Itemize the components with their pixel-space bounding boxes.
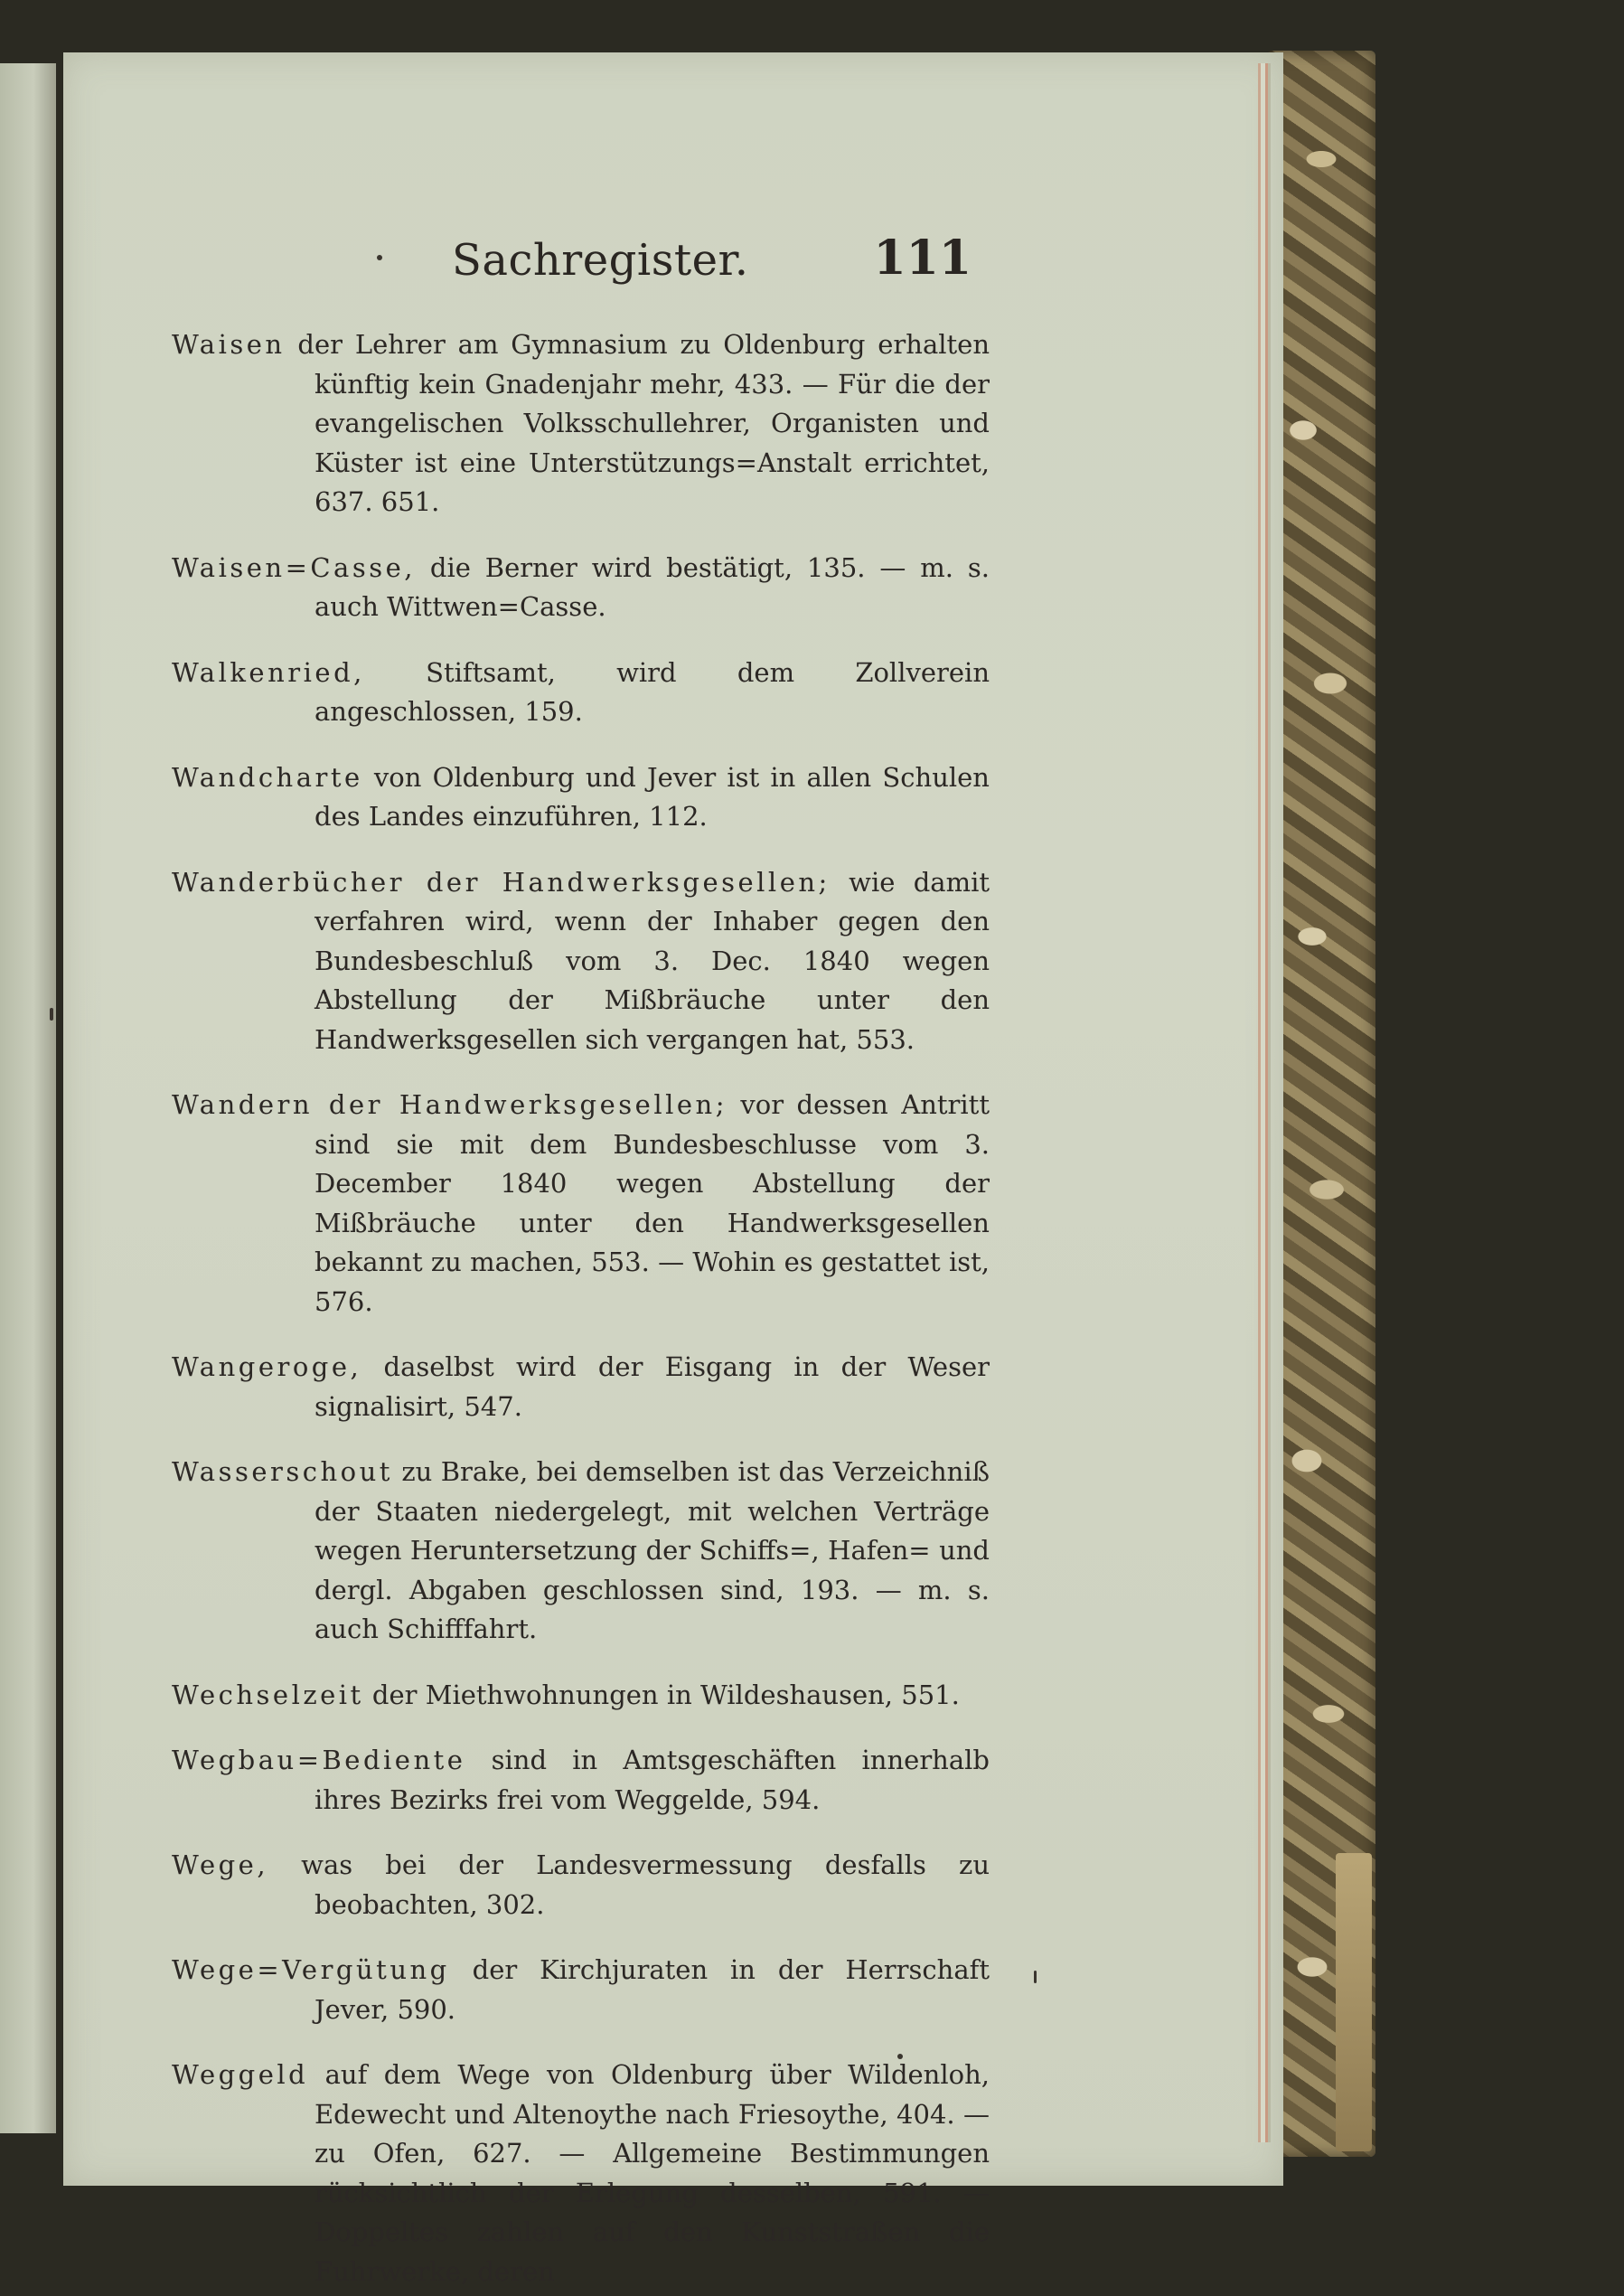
- index-entry: [172, 1846, 990, 1924]
- ink-speck: [897, 2054, 903, 2059]
- page-number: 111: [873, 231, 972, 286]
- entry-text: daselbst wird der Eisgang in der Weser signalisirt, 547.: [314, 1351, 990, 1422]
- entry-headword: Wangeroge,: [172, 1351, 362, 1382]
- entry-text: von Oldenburg und Jever ist in allen Schulen des Landes einzuführen, 112.: [314, 761, 990, 832]
- entry-text: der Miethwohnungen in Wildeshausen, 551.: [363, 1679, 960, 1710]
- entry-headword: Wanderbücher der Handwerksgesellen;: [172, 866, 831, 898]
- entry-headword: Wasserschout: [172, 1456, 393, 1487]
- entry-headword: Wege,: [172, 1849, 269, 1880]
- entry-text: Stiftsamt, wird dem Zollverein angeschlossen, 159.: [314, 656, 990, 727]
- ink-speck: [1034, 1971, 1037, 1983]
- entry-headword: Weggeld: [172, 2059, 309, 2090]
- ink-speck: [50, 1008, 53, 1021]
- index-entry: [172, 1676, 990, 1716]
- index-entry: [172, 1951, 990, 2029]
- index-entry: [172, 1086, 990, 1322]
- index-entry: [172, 758, 990, 837]
- entry-headword: Wegbau=Bediente: [172, 1745, 466, 1775]
- entry-text: vor dessen Antritt sind sie mit dem Bundesbeschlusse vom 3. December 1840 wegen Abstellung der Mißbräuche unter den Handwerksgesellen bekannt zu machen, 553. — Wohin es gestattet ist, 576.: [314, 1089, 990, 1317]
- entry-headword: Waisen=Casse,: [172, 551, 416, 583]
- marbled-cover-board: [1267, 51, 1375, 2157]
- entry-text: was bei der Landesvermessung desfalls zu beobachten, 302.: [268, 1849, 990, 1920]
- entry-headword: Walkenried,: [172, 656, 365, 688]
- running-head: Sachregister.: [452, 235, 749, 286]
- ink-speck: [377, 255, 382, 260]
- index-entry: [172, 1348, 990, 1426]
- entry-headword: Wege=Vergütung: [172, 1954, 450, 1985]
- entry-text: auf dem Wege von Oldenburg über Wildenloh, Edewecht und Altenoythe nach Friesoythe, 404. — zu Ofen, 627. — Allgemeine Bestimmungen rücksichtlich der Erlegung desselben, 591. — Doppeltes zahlen auf den Kunststraßen die Fuhrwerke, deren: [308, 2059, 990, 2287]
- entry-text: wie damit verfahren wird, wenn der Inhaber gegen den Bundesbeschluß vom 3. Dec. 1840 wegen Abstellung der Mißbräuche unter den Handwerksgesellen sich vergangen hat, 553.: [314, 866, 990, 1055]
- index-entry: [172, 654, 990, 732]
- entry-text: die Berner wird bestätigt, 135. — m. s. auch Wittwen=Casse.: [314, 551, 990, 622]
- cover-board-corner: [1336, 1853, 1372, 2151]
- index-entry: [172, 1741, 990, 1820]
- index-entry: [172, 549, 990, 627]
- entry-headword: Wechselzeit: [172, 1679, 364, 1710]
- index-entry: [172, 325, 990, 522]
- index-entry: [172, 1453, 990, 1650]
- entry-text: sind in Amtsgeschäften innerhalb ihres Bezirks frei vom Weggelde, 594.: [314, 1745, 990, 1815]
- index-entry: [172, 863, 990, 1060]
- index-entries: [172, 325, 990, 2296]
- entry-headword: Waisen: [172, 329, 286, 360]
- index-entry: [172, 2056, 990, 2291]
- entry-text: zu Brake, bei demselben ist das Verzeichniß der Staaten niedergelegt, mit welchen Verträge wegen Heruntersetzung der Schiffs=, Hafen= und dergl. Abgaben geschlossen sind, 193. — m. s. auch Schifffahrt.: [314, 1456, 990, 1644]
- entry-text: der Lehrer am Gymnasium zu Oldenburg erhalten künftig kein Gnadenjahr mehr, 433. — Für die der evangelischen Volksschullehrer, Organisten und Küster ist eine Unterstützungs=Anstalt errichtet, 637. 651.: [285, 329, 990, 517]
- page-fore-edge: [1258, 63, 1271, 2142]
- entry-headword: Wandern der Handwerksgesellen;: [172, 1089, 728, 1120]
- entry-text: der Kirchjuraten in der Herrschaft Jever, 590.: [314, 1954, 990, 2025]
- facing-page-edge: [0, 63, 56, 2133]
- entry-headword: Wandcharte: [172, 761, 363, 793]
